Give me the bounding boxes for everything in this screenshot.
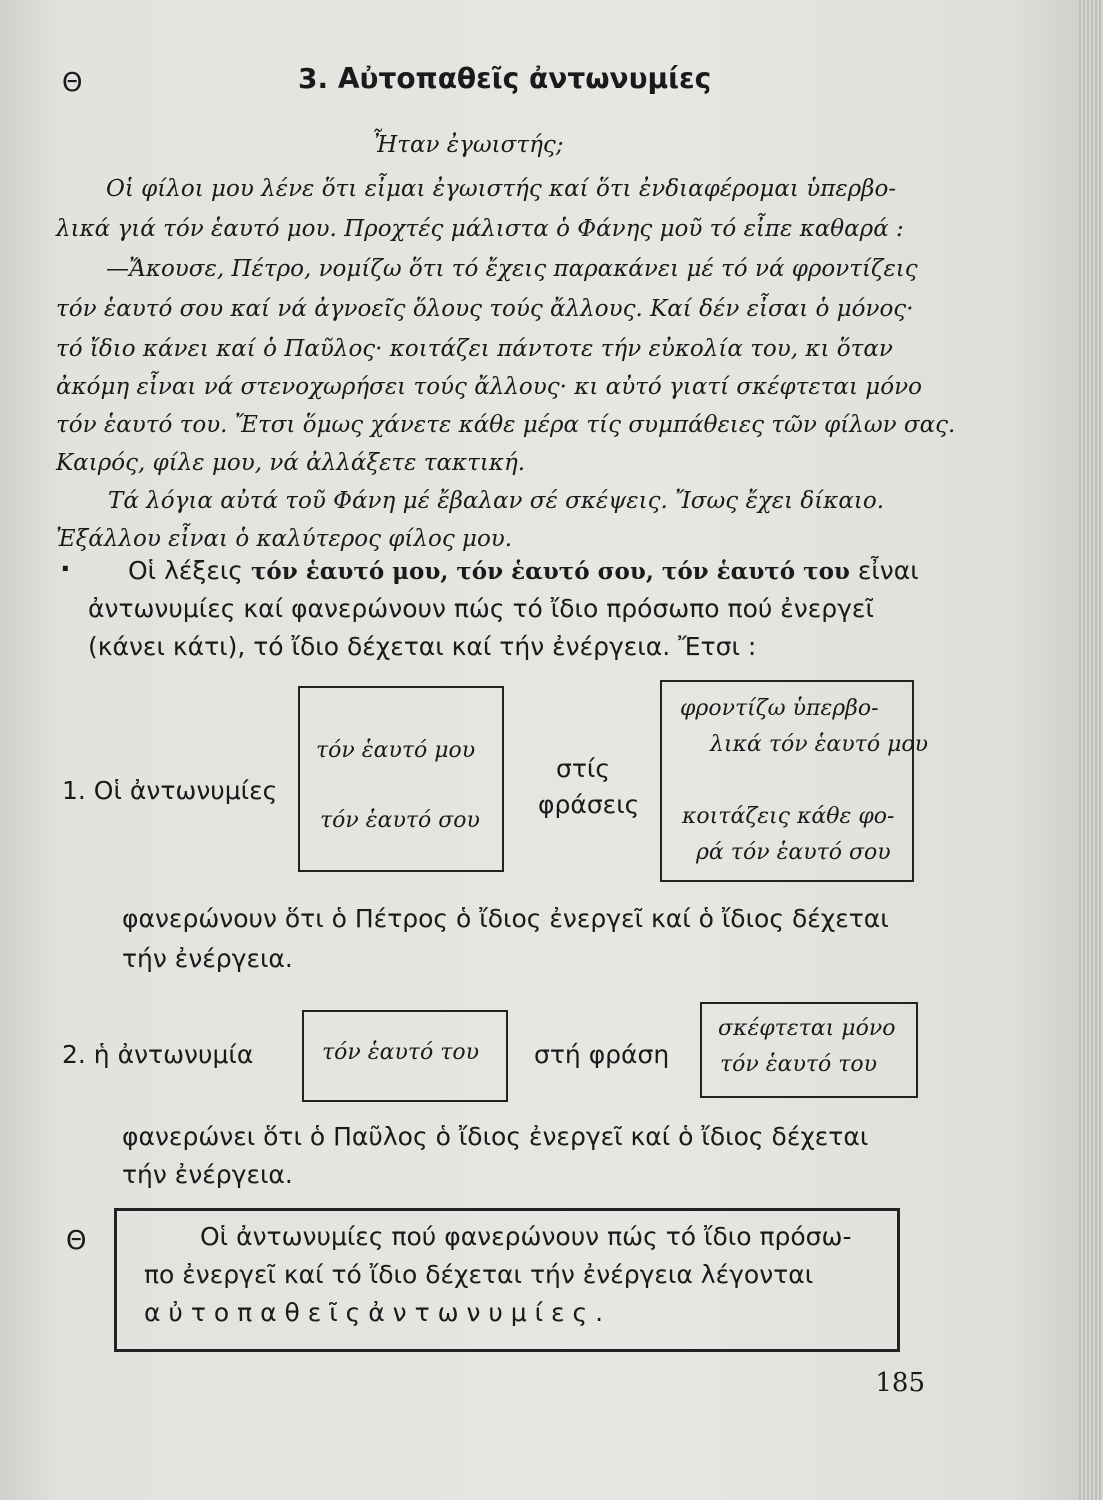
theta-marker-rule: Θ (66, 1226, 87, 1256)
example-2-mid: στή φράση (534, 1040, 670, 1069)
story-line: Καιρός, φίλε μου, νά ἀλλάξετε τακτική. (56, 450, 526, 476)
example-1-mid-2: φράσεις (538, 790, 640, 819)
example-1-phrase-line: φροντίζω ὑπερβο- (680, 696, 879, 721)
example-2-pronoun: τόν ἑαυτό του (322, 1040, 480, 1065)
example-2-label: 2. ἡ ἀντωνυμία (62, 1040, 254, 1069)
example-2-after-1: φανερώνει ὅτι ὁ Παῦλος ὁ ἴδιος ἐνεργεῖ καί ὁ ἴδιος δέχεται (122, 1122, 869, 1151)
explanation-line-2: ἀντωνυμίες καί φανερώνουν πώς τό ἴδιο πρόσωπο πού ἐνεργεῖ (88, 594, 874, 623)
story-line: ἀκόμη εἶναι νά στενοχωρήσει τούς ἄλλους· κι αὐτό γιατί σκέφτεται μόνο (56, 374, 922, 400)
explanation-line-1 (128, 556, 919, 585)
rule-line-3: α ὐ τ ο π α θ ε ῖ ς ἀ ν τ ω ν υ μ ί ε ς . (144, 1298, 604, 1327)
story-line: τό ἴδιο κάνει καί ὁ Παῦλος· κοιτάζει πάντοτε τήν εὐκολία του, κι ὅταν (56, 336, 893, 362)
section-title: 3. Αὐτοπαθεῖς ἀντωνυμίες (298, 62, 712, 95)
example-1-pronoun-1: τόν ἑαυτό μου (316, 738, 476, 763)
example-1-phrase-line: λικά τόν ἑαυτό μου (710, 732, 928, 757)
example-1-pronoun-2: τόν ἑαυτό σου (320, 808, 480, 833)
story-line: τόν ἑαυτό του. Ἔτσι ὅμως χάνετε κάθε μέρα τίς συμπάθειες τῶν φίλων σας. (56, 412, 956, 438)
example-1-phrase-line: κοιτάζεις κάθε φο- (682, 804, 895, 829)
story-line: λικά γιά τόν ἑαυτό μου. Προχτές μάλιστα ὁ Φάνης μοῦ τό εἶπε καθαρά : (56, 216, 904, 242)
example-1-mid-1: στίς (556, 754, 611, 783)
page-number: 185 (875, 1368, 925, 1398)
example-2-phrase-line: τόν ἑαυτό του (720, 1052, 878, 1077)
explanation-prefix: Οἱ λέξεις (128, 556, 251, 585)
story-heading: Ἦταν ἐγωιστής; (372, 132, 564, 158)
example-1-label: 1. Οἱ ἀντωνυμίες (62, 776, 278, 805)
explanation-bold-words: τόν ἑαυτό μου, τόν ἑαυτό σου, τόν ἑαυτό του (250, 558, 850, 585)
story-line: Τά λόγια αὐτά τοῦ Φάνη μέ ἔβαλαν σέ σκέψεις. Ἴσως ἔχει δίκαιο. (108, 488, 885, 514)
story-line: τόν ἑαυτό σου καί νά ἀγνοεῖς ὅλους τούς ἄλλους. Καί δέν εἶσαι ὁ μόνος· (56, 296, 914, 322)
rule-line-2: πο ἐνεργεῖ καί τό ἴδιο δέχεται τήν ἐνέργεια λέγονται (144, 1260, 814, 1289)
explanation-line-3: (κάνει κάτι), τό ἴδιο δέχεται καί τήν ἐνέργεια. Ἔτσι : (88, 632, 757, 661)
story-line: Ἐξάλλου εἶναι ὁ καλύτερος φίλος μου. (56, 526, 513, 552)
example-1-phrase-line: ρά τόν ἑαυτό σου (696, 840, 891, 865)
bullet: · (60, 552, 71, 585)
rule-line-1: Οἱ ἀντωνυμίες πού φανερώνουν πώς τό ἴδιο πρόσω- (200, 1222, 852, 1251)
example-2-after-2: τήν ἐνέργεια. (122, 1160, 293, 1189)
theta-marker-top: Θ (62, 68, 83, 98)
example-1-after-2: τήν ἐνέργεια. (122, 944, 293, 973)
example-1-after-1: φανερώνουν ὅτι ὁ Πέτρος ὁ ἴδιος ἐνεργεῖ καί ὁ ἴδιος δέχεται (122, 904, 889, 933)
story-line: Οἱ φίλοι μου λένε ὅτι εἶμαι ἐγωιστής καί ὅτι ἐνδιαφέρομαι ὑπερβο- (106, 176, 897, 202)
example-2-phrase-line: σκέφτεται μόνο (718, 1016, 896, 1041)
page-edge (1079, 0, 1103, 1500)
example-1-pronoun-box (298, 686, 504, 872)
story-line: —Ἄκουσε, Πέτρο, νομίζω ὅτι τό ἔχεις παρακάνει μέ τό νά φροντίζεις (106, 256, 918, 282)
explanation-suffix: εἶναι (849, 556, 919, 585)
